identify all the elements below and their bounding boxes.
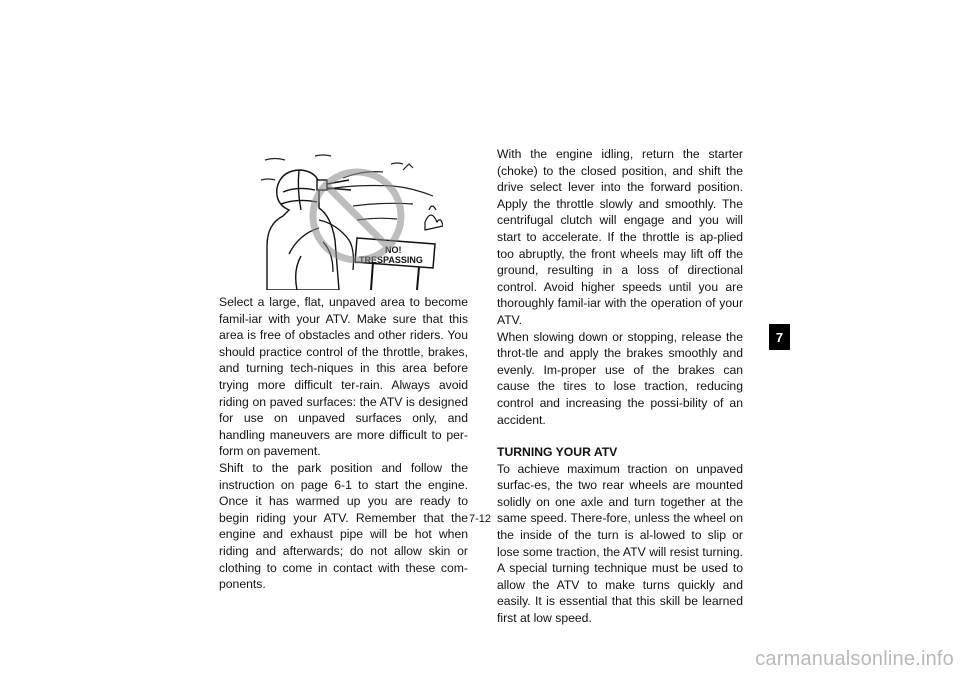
sign-line-1: NO!: [385, 245, 402, 255]
paragraph: To achieve maximum traction on unpaved surfac-es, the two rear wheels are mounted solidly on one axle and turn together at the same speed. There-fore, unless the wheel on the inside of the turn is al-lowed to slip or lose some traction, the ATV will resist turning. A special turning technique must be used to allow the ATV to make turns quickly and easily. It is essential that this skill be learned first at low speed.: [497, 461, 743, 626]
paragraph: Select a large, flat, unpaved area to become famil-iar with your ATV. Make sure that this area is free of obstacles and other riders. You should practice control of the throttle, brakes, and turning tech-niques in this area before trying more difficult ter-rain. Always avoid riding on paved surfaces: the ATV is designed for use on unpaved surfaces only, and handling maneuvers are more difficult to per-form on pavement.: [219, 295, 468, 459]
sign-line-2: TRESPASSING: [359, 255, 423, 265]
right-column: [497, 146, 743, 627]
no-trespassing-illustration: [253, 150, 443, 290]
chapter-tab: 7: [769, 324, 790, 350]
section-heading: TURNING YOUR ATV: [497, 445, 618, 460]
watermark-text: carmanualsonline.info: [755, 648, 954, 670]
paragraph: When slowing down or stopping, release the throt-tle and apply the brakes smoothly and evenly. Im-proper use of the brakes can cause the tires to lose traction, reducing control and increasing the possi-bility of an accident.: [497, 329, 743, 427]
paragraph: Shift to the park position and follow the instruction on page 6-1 to start the engine. Once it has warmed up you are ready to begin riding your ATV. Remember that the engine and exhaust pipe will be hot when riding and afterwards; do not allow skin or clothing to come in contact with these com-ponents.: [219, 460, 468, 592]
sign-board: [355, 238, 435, 290]
watermark: [755, 648, 954, 671]
paragraph: With the engine idling, return the starter (choke) to the closed position, and shift the drive select lever into the forward position. Apply the throttle slowly and smoothly. The centrifugal clutch will engage and you will start to accelerate. If the throttle is ap-plied too abruptly, the front wheels may lift off the ground, resulting in a loss of directional control. Avoid higher speeds until you are thoroughly famil-iar with the operation of your ATV.: [497, 147, 743, 327]
page-number: 7-12: [468, 513, 492, 525]
left-column: [219, 294, 468, 593]
